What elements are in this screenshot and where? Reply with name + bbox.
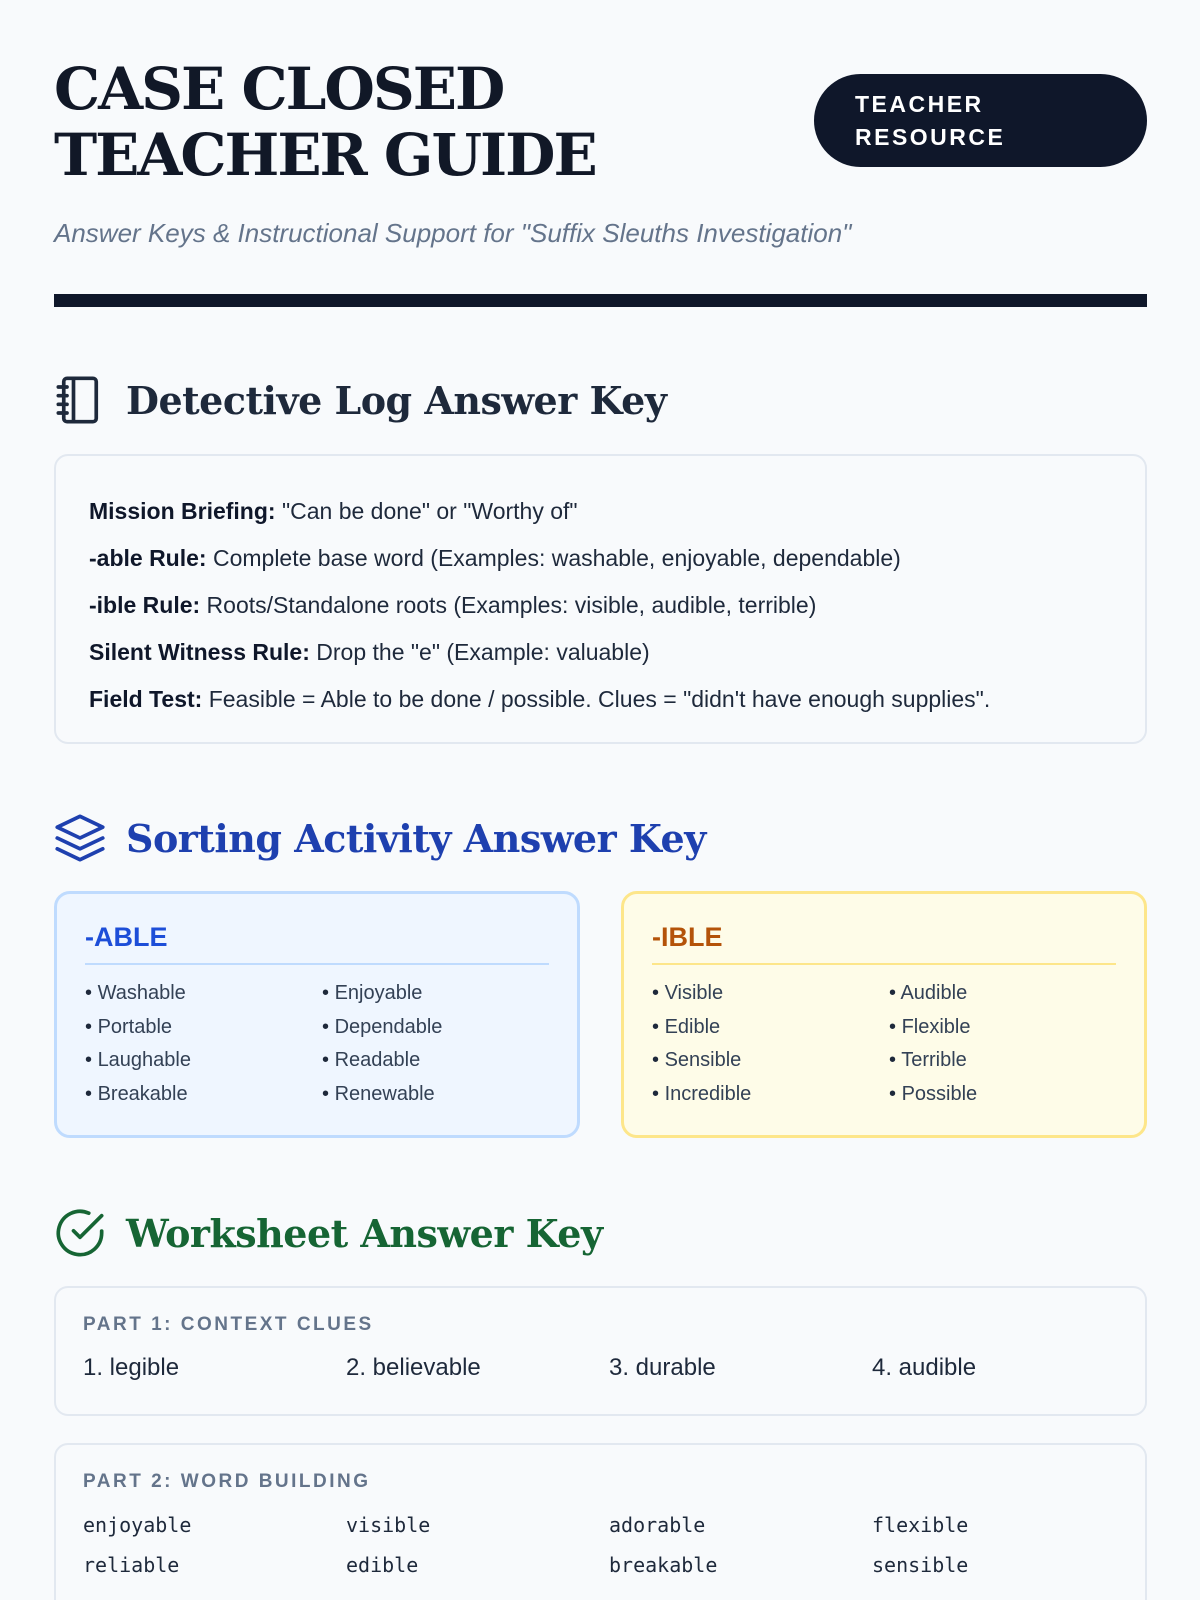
badge-label: TEACHER RESOURCE xyxy=(855,90,1006,150)
ible-sort-box xyxy=(621,891,1147,1138)
word-item: flexible xyxy=(872,1513,969,1537)
ible-title: -IBLE xyxy=(652,922,1116,965)
worksheet-title: Worksheet Answer Key xyxy=(126,1210,603,1256)
log-line xyxy=(89,535,1112,582)
sorting-title: Sorting Activity Answer Key xyxy=(126,815,706,861)
sorting-heading xyxy=(54,808,706,868)
answer-item: 2. believable xyxy=(346,1354,481,1381)
word-item: enjoyable xyxy=(83,1513,192,1537)
list-item: • Incredible xyxy=(652,1078,889,1112)
list-item: • Audible xyxy=(889,977,1126,1011)
log-text: Feasible = Able to be done / possible. Clues = "didn't have enough supplies". xyxy=(202,686,991,712)
word-item: breakable xyxy=(609,1553,718,1577)
log-text: "Can be done" or "Worthy of" xyxy=(275,498,578,524)
layers-icon xyxy=(54,812,106,864)
log-label: -able Rule: xyxy=(89,545,207,571)
part1-label: PART 1: CONTEXT CLUES xyxy=(83,1314,374,1335)
answer-item: 4. audible xyxy=(872,1354,977,1381)
log-line xyxy=(89,676,1112,723)
log-label: Field Test: xyxy=(89,686,203,712)
list-item: • Laughable xyxy=(85,1044,322,1078)
detective-log-heading xyxy=(54,370,666,430)
list-item: • Dependable xyxy=(322,1011,559,1045)
list-item: • Portable xyxy=(85,1011,322,1045)
detective-log-card xyxy=(54,454,1147,744)
list-item: • Readable xyxy=(322,1044,559,1078)
word-item: sensible xyxy=(872,1553,969,1577)
header-divider xyxy=(54,294,1147,307)
list-item: • Sensible xyxy=(652,1044,889,1078)
check-circle-icon xyxy=(54,1207,106,1259)
able-word-list xyxy=(85,977,549,1111)
word-building-card xyxy=(54,1443,1147,1600)
word-item: visible xyxy=(346,1513,431,1537)
list-item: • Breakable xyxy=(85,1078,322,1112)
notebook-icon xyxy=(54,374,106,426)
word-item: adorable xyxy=(609,1513,706,1537)
context-clues-card xyxy=(54,1286,1147,1416)
list-item: • Renewable xyxy=(322,1078,559,1112)
guide-header xyxy=(54,0,1147,300)
word-item: edible xyxy=(346,1553,419,1577)
list-item: • Possible xyxy=(889,1078,1126,1112)
log-label: -ible Rule: xyxy=(89,592,201,618)
able-title: -ABLE xyxy=(85,922,549,965)
list-item: • Visible xyxy=(652,977,889,1011)
log-line xyxy=(89,488,1112,535)
list-item: • Washable xyxy=(85,977,322,1011)
log-text: Complete base word (Examples: washable, enjoyable, dependable) xyxy=(206,545,901,571)
list-item: • Edible xyxy=(652,1011,889,1045)
log-line xyxy=(89,582,1112,629)
teacher-guide-page xyxy=(54,0,1147,1577)
log-text: Roots/Standalone roots (Examples: visible, audible, terrible) xyxy=(200,592,817,618)
answer-item: 3. durable xyxy=(609,1354,716,1381)
context-clues-answers xyxy=(83,1348,1118,1388)
worksheet-heading xyxy=(54,1203,603,1263)
able-sort-box xyxy=(54,891,580,1138)
log-line xyxy=(89,629,1112,676)
log-label: Mission Briefing: xyxy=(89,498,276,524)
ible-word-list xyxy=(652,977,1116,1111)
word-item: reliable xyxy=(83,1553,180,1577)
answer-item: 1. legible xyxy=(83,1354,180,1381)
list-item: • Enjoyable xyxy=(322,977,559,1011)
page-subtitle: Answer Keys & Instructional Support for "Suffix Sleuths Investigation" xyxy=(54,218,852,248)
log-label: Silent Witness Rule: xyxy=(89,639,310,665)
page-title: CASE CLOSED TEACHER GUIDE xyxy=(54,55,596,189)
part2-label: PART 2: WORD BUILDING xyxy=(83,1471,371,1492)
log-text: Drop the "e" (Example: valuable) xyxy=(309,639,650,665)
detective-log-title: Detective Log Answer Key xyxy=(126,377,667,423)
list-item: • Flexible xyxy=(889,1011,1126,1045)
list-item: • Terrible xyxy=(889,1044,1126,1078)
word-building-answers xyxy=(83,1505,1118,1585)
teacher-resource-badge xyxy=(814,74,1147,167)
